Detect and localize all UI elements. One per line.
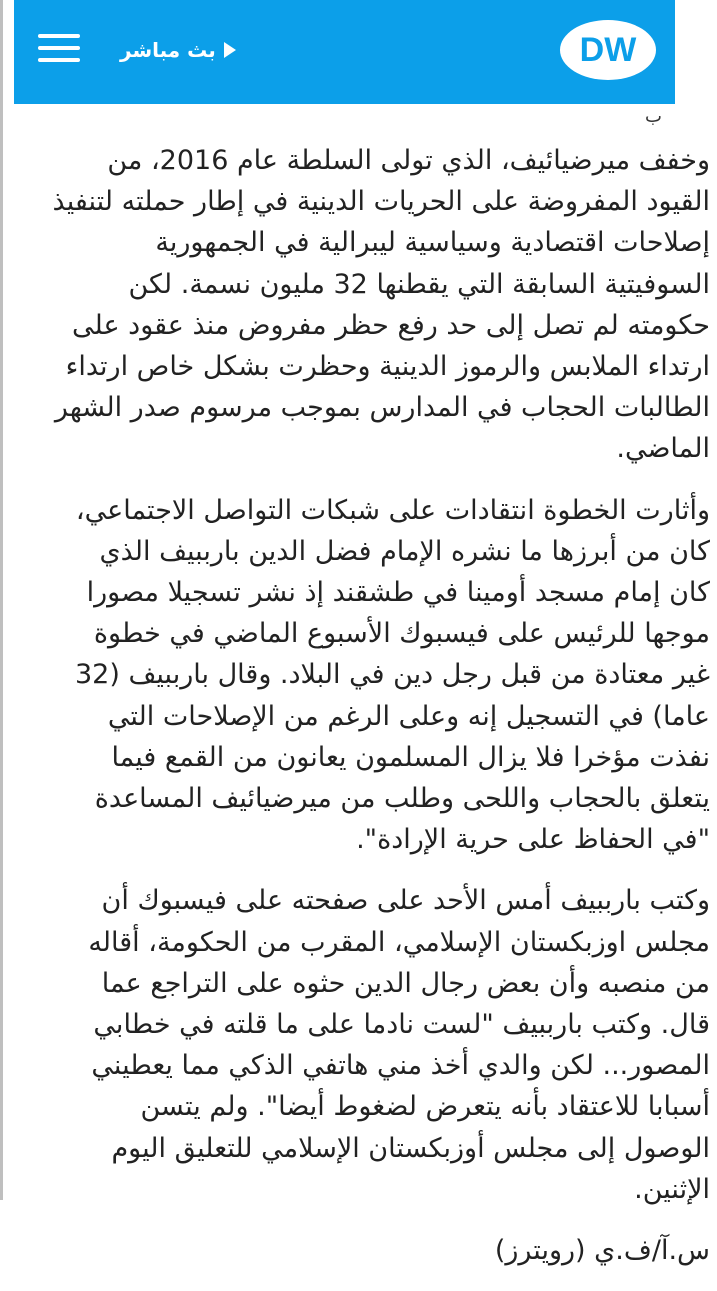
dw-logo[interactable] <box>558 18 658 82</box>
article-body <box>52 108 710 1291</box>
article-paragraph-3: وكتب بارببيف أمس الأحد على صفحته على فيسبوك أن مجلس اوزبكستان الإسلامي، المقرب من الحكومة، أقاله من منصبه وأن بعض رجال الدين حثوه على التراجع عما قال. وكتب بارببيف "لست نادما على ما قلته في خطابي المصور... لكن والدي أخذ مني هاتفي الذكي مما يعطيني أسبابا للاعتقاد بأنه يتعرض لضغوط أيضا". ولم يتسن الوصول إلى مجلس أوزبكستان الإسلامي للتعليق اليوم الإثنين. <box>88 885 710 1205</box>
article-paragraph-2: وأثارت الخطوة انتقادات على شبكات التواصل الاجتماعي، كان من أبرزها ما نشره الإمام فضل الدين بارببيف الذي كان إمام مسجد أومينا في طشقند إذ نشر تسجيلا مصورا موجها للرئيس على فيسبوك الأسبوع الماضي في خطوة غير معتادة من قبل رجل دين في البلاد. وقال بارببيف (32 عاما) في التسجيل إنه وعلى الرغم من الإصلاحات التي نفذت مؤخرا فلا يزال المسلمون يعانون من القمع فيما يتعلق بالحجاب واللحى وطلب من ميرضيائيف المساعدة "في الحفاظ على حرية الإرادة". <box>74 494 710 856</box>
article-paragraph-1: وخفف ميرضيائيف، الذي تولى السلطة عام 2016، من القيود المفروضة على الحريات الدينية في إطار حملته لتنفيذ إصلاحات اقتصادية وسياسية ليبرالية في الجمهورية السوفيتية السابقة التي يقطنها 32 مليون نسمة. لكن حكومته لم تصل إلى حد رفع حظر مفروض منذ عقود على ارتداء الملابس والرموز الدينية وحظرت بشكل خاص ارتداء الطالبات الحجاب في المدارس بموجب مرسوم صدر الشهر الماضي. <box>52 145 710 465</box>
live-stream-label: بث مباشر <box>120 38 216 62</box>
cut-off-text-fragment: ب <box>645 106 662 127</box>
play-icon <box>224 42 236 58</box>
hamburger-menu-icon[interactable] <box>34 28 84 68</box>
top-header-bar <box>14 0 675 104</box>
left-edge-divider <box>0 0 3 1200</box>
live-stream-button[interactable] <box>120 34 236 66</box>
article-credit: س.آ/ف.ي (رويترز) <box>494 1235 710 1267</box>
dw-logo-text: DW <box>579 31 637 69</box>
